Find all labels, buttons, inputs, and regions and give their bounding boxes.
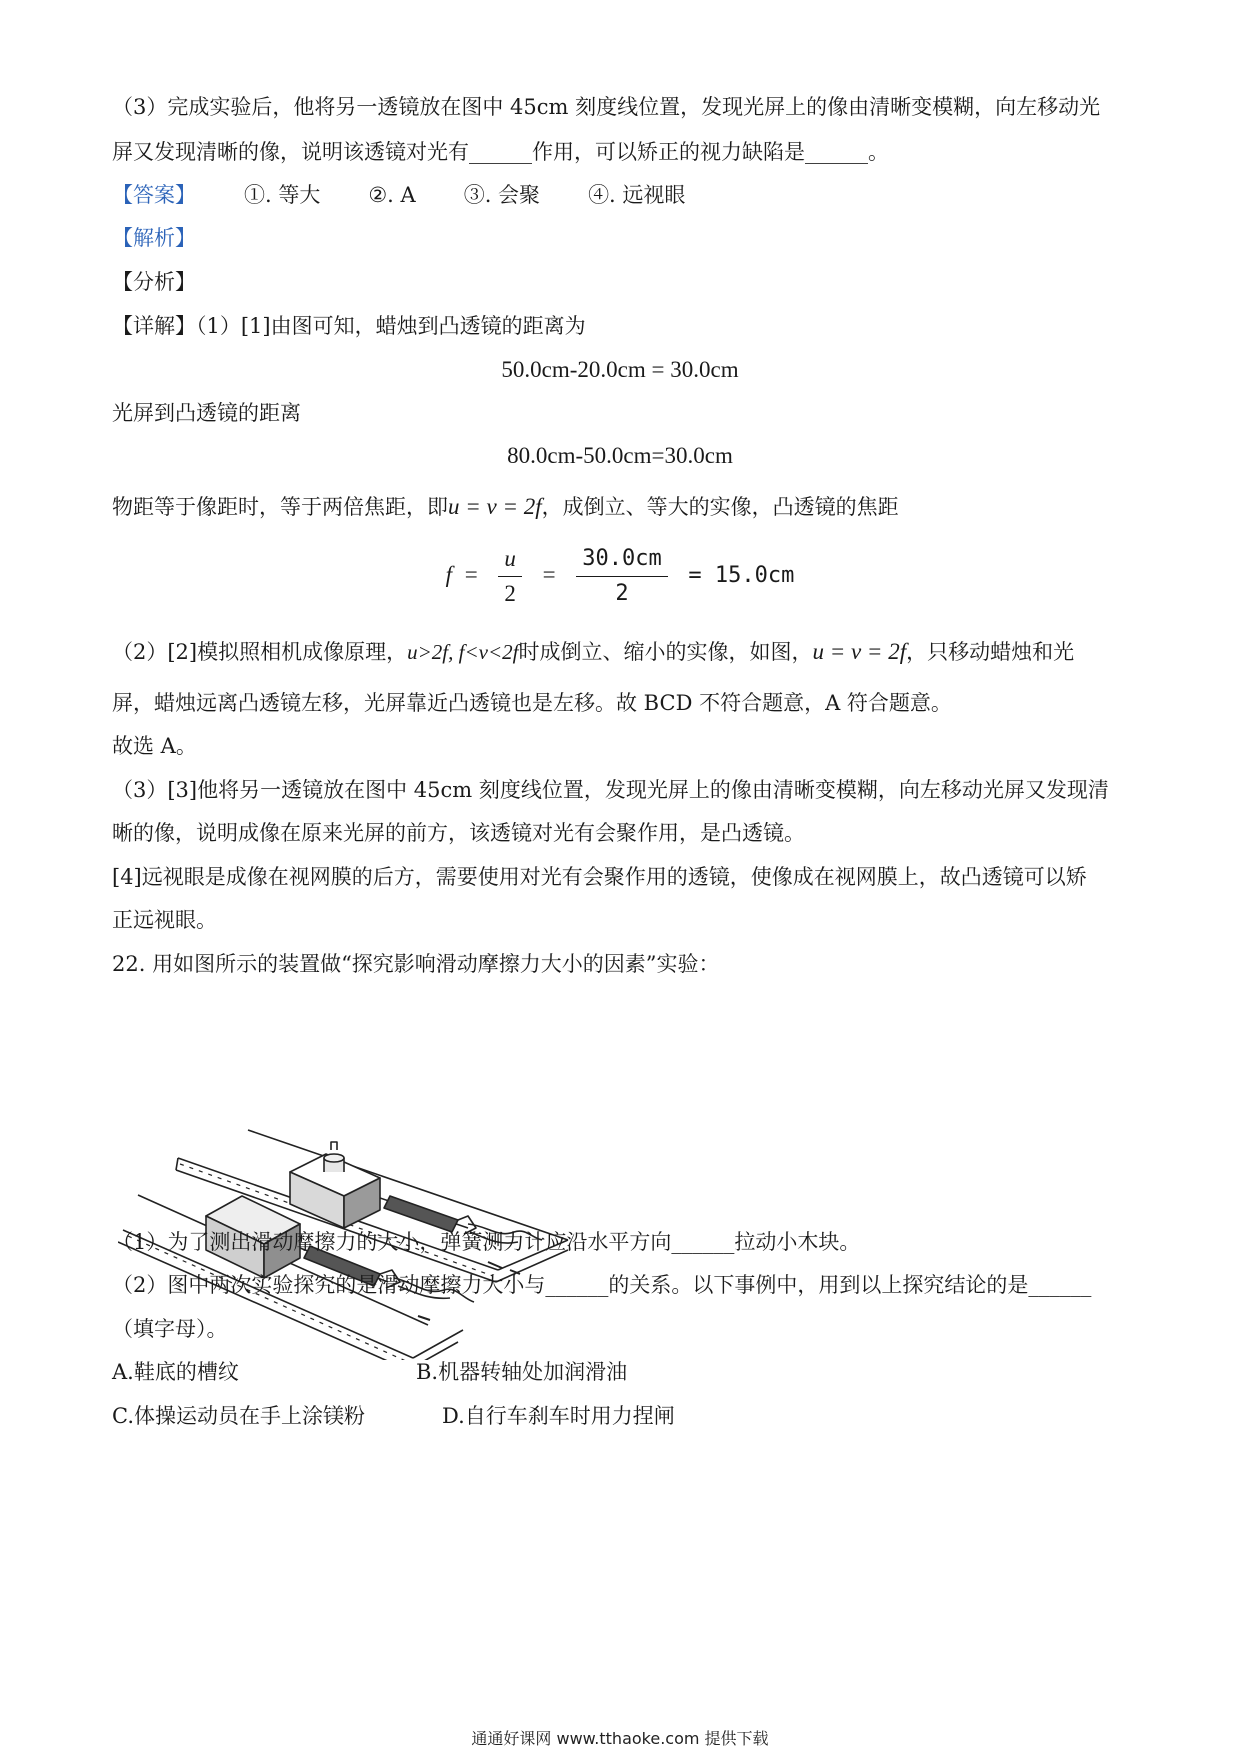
detail-part4-line2: 正远视眼。 <box>112 908 217 932</box>
q22-part2-line1: （2）图中两次实验探究的是滑动摩擦力大小与______的关系。以下事例中，用到以上探究结论的是______ <box>112 1273 1092 1297</box>
eq3-frac1-denominator: 2 <box>504 581 516 606</box>
detail-line2: 光屏到凸透镜的距离 <box>112 401 301 425</box>
part2-text-b: 时成倒立、缩小的实像，如图， <box>518 640 813 664</box>
detail-tag: 【详解】 <box>112 314 196 338</box>
option-b: B.机器转轴处加润滑油 <box>416 1360 628 1384</box>
q21-part3-line2: 屏又发现清晰的像，说明该透镜对光有______作用，可以矫正的视力缺陷是______。 <box>112 140 889 164</box>
u-v-2f-formula-1: u = v = 2f <box>448 494 542 519</box>
eq3-equals-2: = <box>542 562 556 587</box>
detail-line3 <box>112 492 1132 522</box>
eq3-fraction-u-over-2 <box>498 544 522 609</box>
q21-part3-line1: （3）完成实验后，他将另一透镜放在图中 45cm 刻度线位置，发现光屏上的像由清晰变模糊，向左移动光 <box>112 95 1101 119</box>
part2-text-a: （2）[2]模拟照相机成像原理， <box>112 640 408 664</box>
q22-part1: （1）为了测出滑动摩擦力的大小，弹簧测力计应沿水平方向______拉动小木块。 <box>112 1230 861 1254</box>
option-c: C.体操运动员在手上涂镁粉 <box>112 1404 365 1428</box>
detail-part2-line1 <box>112 637 1132 667</box>
equation-2: 80.0cm-50.0cm=30.0cm <box>507 443 733 468</box>
eq3-result: = 15.0cm <box>688 563 795 588</box>
option-d: D.自行车刹车时用力捏闸 <box>442 1404 675 1428</box>
answer-item-3: ③. 会聚 <box>463 183 541 207</box>
answer-tag: 【答案】 <box>112 183 196 207</box>
answer-item-1: ①. 等大 <box>244 183 321 207</box>
answer-item-4: ④. 远视眼 <box>588 183 686 207</box>
camera-condition: u>2f, f<v<2f <box>407 640 519 664</box>
detail-part3-line2: 晰的像，说明成像在原来光屏的前方，该透镜对光有会聚作用，是凸透镜。 <box>112 821 805 845</box>
detail-part3-line1: （3）[3]他将另一透镜放在图中 45cm 刻度线位置，发现光屏上的像由清晰变模糊，向左移动光屏又发现清 <box>112 778 1109 802</box>
q22-options-row2 <box>112 1401 1132 1431</box>
detail-line3-text-a: 物距等于像距时，等于两倍焦距，即 <box>112 495 448 519</box>
detail-text1: （1）[1]由图可知，蜡烛到凸透镜的距离为 <box>196 314 586 338</box>
q22-title: 22. 用如图所示的装置做“探究影响滑动摩擦力大小的因素”实验： <box>112 952 720 976</box>
eq3-equals-1: = <box>464 562 478 587</box>
answer-item-2: ②. A <box>368 183 416 207</box>
answer-line <box>112 180 1132 210</box>
detail-line3-text-b: ，成倒立、等大的实像，凸透镜的焦距 <box>541 495 899 519</box>
option-a: A.鞋底的槽纹 <box>112 1360 239 1384</box>
page-footer: 通通好课网 www.tthaoke.com 提供下载 <box>471 1729 769 1748</box>
part2-text-c: ，只移动蜡烛和光 <box>906 640 1075 664</box>
detail-line1 <box>112 311 1132 341</box>
eq3-frac1-numerator: u <box>498 544 522 577</box>
eq3-frac2-denominator: 2 <box>615 581 629 606</box>
eq3-fraction-30cm-over-2 <box>576 544 667 609</box>
q22-options-row1 <box>112 1357 1132 1387</box>
q22-part2-line2: （填字母）。 <box>112 1317 228 1341</box>
equation-3 <box>0 544 1240 618</box>
detail-part4-line1: [4]远视眼是成像在视网膜的后方，需要使用对光有会聚作用的透镜，使像成在视网膜上，故凸透镜可以矫 <box>112 865 1087 889</box>
eq3-frac2-numerator: 30.0cm <box>576 544 667 577</box>
detail-part2-line3: 故选 A。 <box>112 734 197 758</box>
eq3-f: f <box>445 562 453 587</box>
fenxi-tag: 【分析】 <box>112 270 196 294</box>
equation-1: 50.0cm-20.0cm = 30.0cm <box>501 357 739 382</box>
detail-part2-line2: 屏，蜡烛远离凸透镜左移，光屏靠近凸透镜也是左移。故 BCD 不符合题意，A 符合题意。 <box>112 691 952 715</box>
analysis-tag: 【解析】 <box>112 226 196 250</box>
u-v-2f-formula-2: u = v = 2f <box>812 639 907 664</box>
